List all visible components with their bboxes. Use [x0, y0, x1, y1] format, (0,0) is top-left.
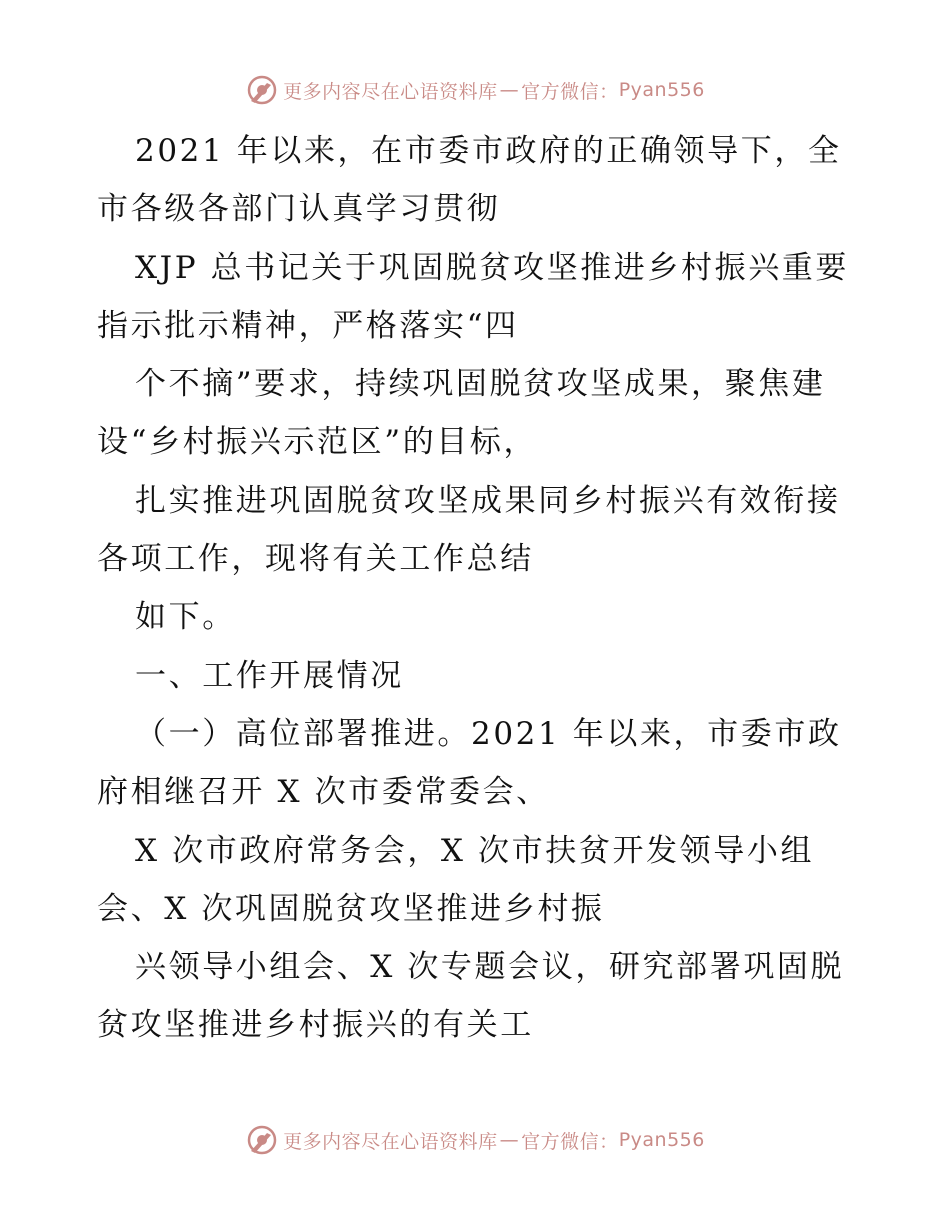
header-watermark	[0, 70, 950, 110]
watermark-wechat-id: Pyan556	[618, 1129, 705, 1151]
watermark-text: 更多内容尽在心语资料库	[283, 1130, 498, 1153]
pen-logo-icon	[245, 73, 279, 107]
paragraph-line: 如下。	[135, 599, 236, 636]
paragraph-line: 兴领导小组会、X 次专题会议，研究部署巩固脱	[135, 949, 845, 986]
paragraph-line: X 次市政府常务会，X 次市扶贫开发领导小组	[135, 832, 815, 869]
paragraph-line: 会、X 次巩固脱贫攻坚推进乡村振	[97, 890, 605, 927]
paragraph-line: 扎实推进巩固脱贫攻坚成果同乡村振兴有效衔接	[135, 482, 841, 519]
watermark-text: 更多内容尽在心语资料库	[283, 80, 498, 103]
paragraph-line: 各项工作，现将有关工作总结	[97, 541, 534, 578]
section-heading: 一、工作开展情况	[135, 657, 404, 694]
paragraph-line: 2021 年以来，在市委市政府的正确领导下，全	[135, 133, 842, 169]
watermark-wechat-id: Pyan556	[618, 79, 705, 101]
paragraph-line: XJP 总书记关于巩固脱贫攻坚推进乡村振兴重要	[135, 249, 850, 286]
paragraph-line: 设“乡村振兴示范区”的目标，	[97, 424, 538, 461]
document-body	[97, 122, 857, 1055]
paragraph-line: 个不摘”要求，持续巩固脱贫攻坚成果，聚焦建	[135, 366, 826, 403]
watermark-separator: —	[499, 79, 520, 101]
paragraph-line: （一）高位部署推进。2021 年以来，市委市政	[135, 715, 842, 752]
footer-watermark	[0, 1120, 950, 1160]
watermark-separator: —	[499, 1129, 520, 1151]
pen-logo-icon	[245, 1123, 279, 1157]
paragraph-line: 指示批示精神，严格落实“四	[97, 307, 519, 344]
watermark-wechat-label: 官方微信：	[521, 1130, 619, 1153]
paragraph-line: 市各级各部门认真学习贯彻	[97, 191, 501, 228]
paragraph-line: 府相继召开 X 次市委常委会、	[97, 774, 550, 811]
watermark-wechat-label: 官方微信：	[521, 80, 619, 103]
paragraph-line: 贫攻坚推进乡村振兴的有关工	[97, 1007, 534, 1044]
